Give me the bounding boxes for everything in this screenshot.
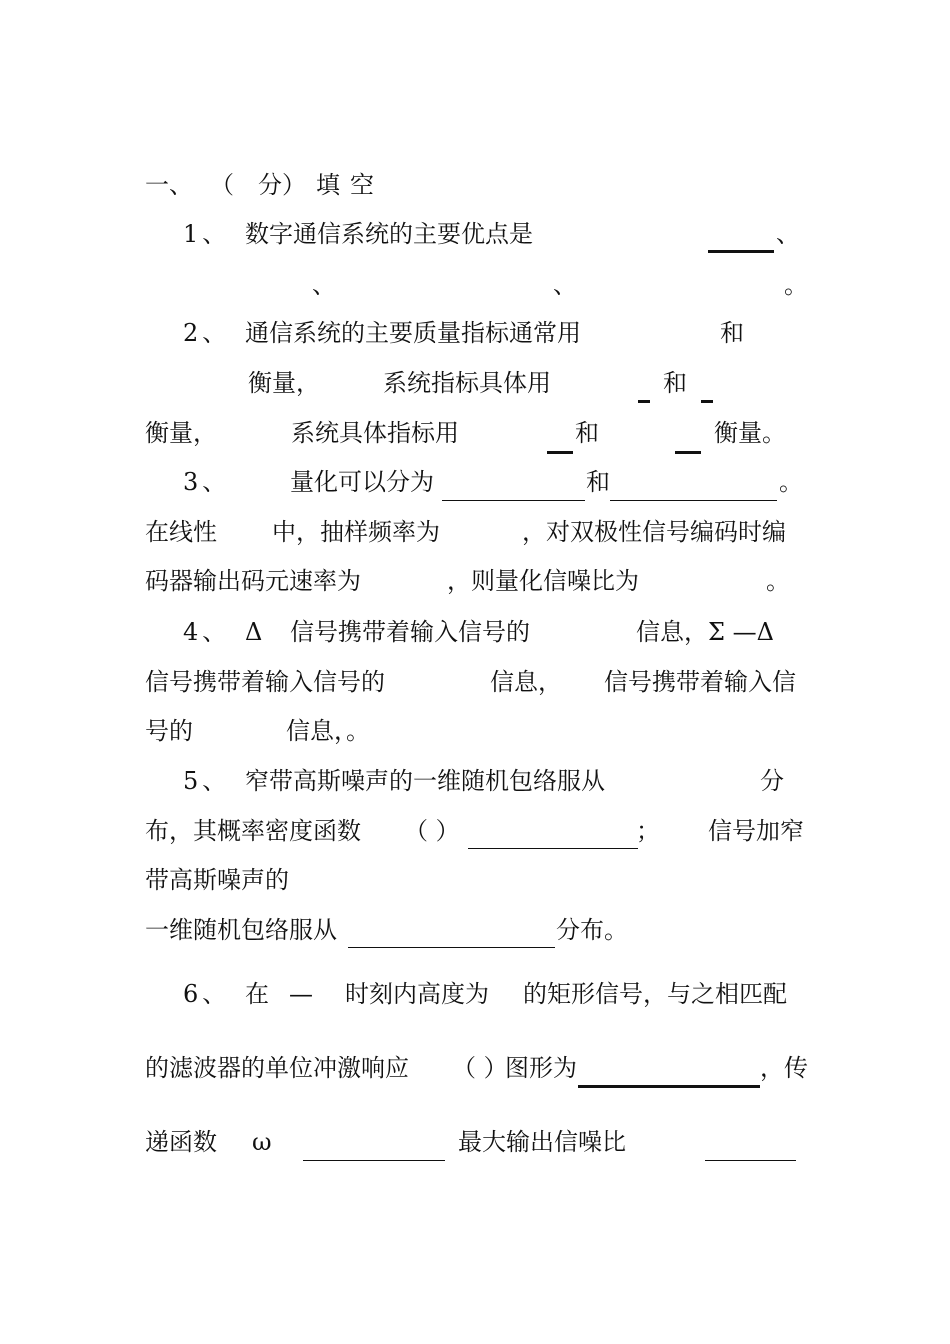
q4-line3a: 号的 — [145, 717, 193, 745]
section-paren-open: （ — [210, 171, 234, 199]
q1-number: 1、 — [183, 220, 231, 248]
q2-and-1: 和 — [720, 319, 744, 347]
q5-line3: 带高斯噪声的 — [145, 866, 289, 894]
q2-and-2: 和 — [663, 369, 687, 397]
q2-line3-measure: 衡量， — [145, 419, 217, 447]
q5-line4a: 一维随机包络服从 — [145, 916, 337, 944]
q6-line3b: 最大输出信噪比 — [458, 1128, 626, 1156]
q1-period: 。 — [784, 271, 808, 299]
q2-blank-3[interactable] — [701, 400, 713, 403]
q6-blank-1[interactable] — [578, 1085, 760, 1088]
q3-line2b: 中，抽样频率为 — [272, 518, 440, 546]
q2-blank-5[interactable] — [675, 451, 701, 454]
q6-line2a: 的滤波器的单位冲激响应 — [145, 1054, 409, 1082]
q5-semicolon: ； — [636, 817, 660, 845]
q2-number: 2、 — [183, 319, 231, 347]
q3-line2c: ，对双极性信号编码时编 — [522, 518, 786, 546]
q2-line3-end: 衡量。 — [714, 419, 786, 447]
q3-line3b: ，则量化信噪比为 — [447, 567, 639, 595]
q4-delta: Δ — [245, 618, 263, 646]
q5-number: 5、 — [183, 767, 231, 795]
q2-line2-measure: 衡量， — [248, 369, 320, 397]
q5-blank-1[interactable] — [468, 848, 638, 849]
q3-blank-1[interactable] — [442, 500, 585, 501]
q4-line2b: 信息， — [490, 668, 562, 696]
q1-text: 数字通信系统的主要优点是 — [245, 220, 533, 248]
q3-text1: 量化可以分为 — [290, 468, 434, 496]
q5-line4b: 分布。 — [556, 916, 628, 944]
q1-blank-1[interactable] — [708, 250, 774, 253]
q4-line2a: 信号携带着输入信号的 — [145, 668, 385, 696]
q4-line2c: 信号携带着输入信 — [604, 668, 796, 696]
q3-period-2: 。 — [766, 567, 790, 595]
q2-and-3: 和 — [575, 419, 599, 447]
q6-omega: ω — [252, 1128, 272, 1156]
q3-and: 和 — [586, 468, 610, 496]
q3-period-1: 。 — [779, 468, 803, 496]
q5-line2a: 布，其概率密度函数 — [145, 817, 361, 845]
q5-text1: 窄带高斯噪声的一维随机包络服从 — [245, 767, 605, 795]
q6-zai: 在 — [245, 980, 269, 1008]
q6-line3a: 递函数 — [145, 1128, 217, 1156]
q5-blank-2[interactable] — [348, 947, 555, 948]
q6-paren: （ ） — [452, 1054, 508, 1082]
q2-line3-system: 系统具体指标用 — [291, 419, 459, 447]
q6-text2: 的矩形信号，与之相匹配 — [523, 980, 787, 1008]
section-title-kong: 空 — [350, 171, 374, 199]
q3-blank-2[interactable] — [610, 500, 777, 501]
q6-line2c: ，传 — [760, 1054, 808, 1082]
q2-line1: 通信系统的主要质量指标通常用 — [245, 319, 581, 347]
q3-line3a: 码器输出码元速率为 — [145, 567, 361, 595]
q6-blank-2[interactable] — [303, 1160, 445, 1161]
q4-line3b: 信息，。 — [286, 717, 370, 745]
q6-blank-3[interactable] — [705, 1160, 796, 1161]
q4-text1: 信号携带着输入信号的 — [290, 618, 530, 646]
q5-paren: （ ） — [404, 817, 460, 845]
q2-line2-system: 系统指标具体用 — [383, 369, 551, 397]
section-number: 一、 — [145, 171, 193, 199]
q5-line2b: 信号加窄 — [708, 817, 804, 845]
q6-number: 6、 — [183, 980, 231, 1008]
section-score: 分） — [258, 171, 306, 199]
q4-text2: 信息，Σ —Δ — [636, 618, 774, 646]
q6-text1: 时刻内高度为 — [345, 980, 489, 1008]
q1-separator-1: 、 — [776, 220, 800, 248]
section-title-tian: 填 — [316, 171, 340, 199]
q6-line2b: 图形为 — [505, 1054, 577, 1082]
q2-blank-4[interactable] — [547, 451, 573, 454]
q4-number: 4、 — [183, 618, 231, 646]
q1-separator-2: 、 — [312, 271, 336, 299]
q3-line2a: 在线性 — [145, 518, 217, 546]
q5-fen: 分 — [760, 767, 784, 795]
q3-number: 3、 — [183, 468, 231, 496]
q1-separator-3: 、 — [553, 271, 577, 299]
q2-blank-2[interactable] — [638, 400, 650, 403]
q6-dash: — — [289, 980, 313, 1008]
